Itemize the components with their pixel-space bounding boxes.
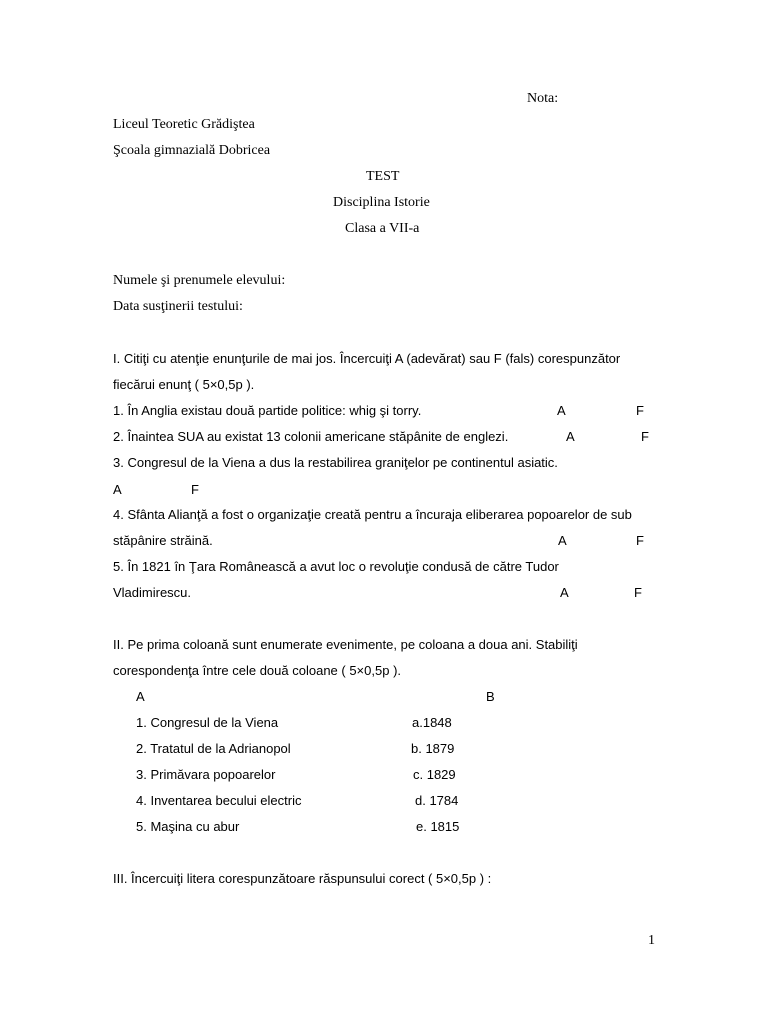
section1-instruction-line2: fiecărui enunţ ( 5×0,5p ). — [113, 377, 255, 392]
year-c: c. 1829 — [413, 767, 456, 782]
grade-label: Nota: — [527, 91, 559, 106]
statement-2: 2. Înaintea SUA au existat 13 colonii americane stăpânite de englezi. — [113, 429, 509, 444]
statement-4-option-f: F — [636, 533, 644, 548]
event-3: 3. Primăvara popoarelor — [136, 767, 276, 782]
column-b-header: B — [486, 689, 495, 704]
statement-5-continued: Vladimirescu. — [113, 585, 192, 600]
discipline-label: Disciplina Istorie — [333, 195, 430, 210]
statement-5-option-f: F — [634, 585, 642, 600]
class-label: Clasa a VII-a — [345, 221, 420, 236]
year-e: e. 1815 — [416, 819, 460, 834]
column-a-header: A — [136, 689, 145, 704]
statement-2-option-f: F — [641, 429, 649, 444]
statement-2-option-a: A — [566, 429, 575, 444]
section3-instruction: III. Încercuiţi litera corespunzătoare răspunsului corect ( 5×0,5p ) : — [113, 871, 492, 886]
statement-5: 5. În 1821 în Ţara Românească a avut loc o revoluţie condusă de către Tudor — [113, 559, 559, 574]
statement-3: 3. Congresul de la Viena a dus la restabilirea graniţelor pe continentul asiatic. — [113, 455, 558, 470]
section2-instruction-line1: II. Pe prima coloană sunt enumerate evenimente, pe coloana a doua ani. Stabiliţi — [113, 637, 578, 652]
year-a: a.1848 — [412, 715, 452, 730]
event-4: 4. Inventarea becului electric — [136, 793, 302, 808]
event-2: 2. Tratatul de la Adrianopol — [136, 741, 291, 756]
year-b: b. 1879 — [411, 741, 455, 756]
statement-1: 1. În Anglia existau două partide politice: whig şi torry. — [113, 403, 422, 418]
test-date-label: Data susţinerii testului: — [113, 299, 243, 314]
statement-4-continued: stăpânire străină. — [113, 533, 213, 548]
test-title: TEST — [366, 169, 400, 184]
school-name: Liceul Teoretic Grădiştea — [113, 117, 255, 132]
statement-1-option-f: F — [636, 403, 644, 418]
statement-5-option-a: A — [560, 585, 569, 600]
page-number: 1 — [648, 933, 655, 948]
statement-1-option-a: A — [557, 403, 566, 418]
section1-instruction-line1: I. Citiţi cu atenţie enunţurile de mai jos. Încercuiţi A (adevărat) sau F (fals) corespunzător — [113, 351, 621, 366]
event-1: 1. Congresul de la Viena — [136, 715, 279, 730]
statement-3-option-f: F — [191, 482, 199, 497]
statement-4-option-a: A — [558, 533, 567, 548]
subschool-name: Şcoala gimnazială Dobricea — [113, 143, 271, 158]
event-5: 5. Maşina cu abur — [136, 819, 240, 834]
section2-instruction-line2: corespondenţa între cele două coloane ( 5×0,5p ). — [113, 663, 402, 678]
statement-3-option-a: A — [113, 482, 122, 497]
student-name-label: Numele şi prenumele elevului: — [113, 273, 286, 288]
year-d: d. 1784 — [415, 793, 459, 808]
statement-4: 4. Sfânta Alianţă a fost o organizaţie creată pentru a încuraja eliberarea popoarelor de sub — [113, 507, 632, 522]
